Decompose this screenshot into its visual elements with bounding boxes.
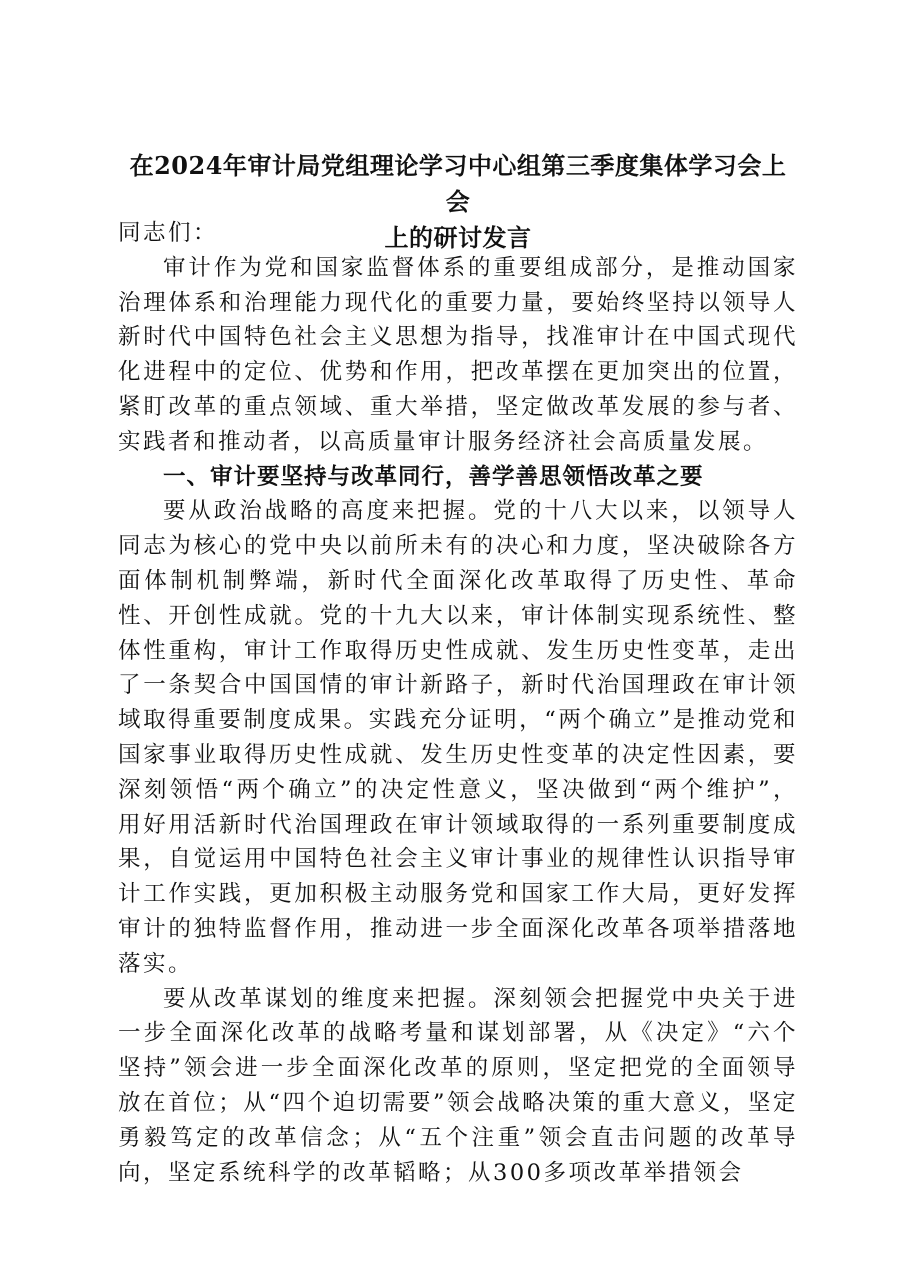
title-line-1: 在2024年审计局党组理论学习中心组第三季度集体学习会上会 bbox=[129, 151, 787, 216]
body-paragraph-1: 要从政治战略的高度来把握。党的十八大以来，以领导人同志为核心的党中央以前所未有的决心和力度，坚决破除各方面体制机制弊端，新时代全面深化改革取得了历史性、革命性、开创性成就。党的十九大以来，审计体制实现系统性、整体性重构，审计工作取得历史性成就、发生历史性变革，走出了一条契合中国国情的审计新路子，新时代治国理政在审计领域取得重要制度成果。实践充分证明，“两个确立”是推动党和国家事业取得历史性成就、发生历史性变革的决定性因素，要深刻领悟“两个确立”的决定性意义，坚决做到“两个维护”，用好用活新时代治国理政在审计领域取得的一系列重要制度成果，自觉运用中国特色社会主义审计事业的规律性认识指导审计工作实践，更加积极主动服务党和国家工作大局，更好发挥审计的独特监督作用，推动进一步全面深化改革各项举措落地落实。 bbox=[118, 498, 798, 977]
section-heading-1: 一、审计要坚持与改革同行，善学善思领悟改革之要 bbox=[163, 463, 704, 490]
salutation: 同志们： bbox=[118, 220, 219, 246]
intro-paragraph: 审计作为党和国家监督体系的重要组成部分，是推动国家治理体系和治理能力现代化的重要力量，要始终坚持以领导人新时代中国特色社会主义思想为指导，找准审计在中国式现代化进程中的定位、优势和作用，把改革摆在更加突出的位置，紧盯改革的重点领域、重大举措，坚定做改革发展的参与者、实践者和推动者，以高质量审计服务经济社会高质量发展。 bbox=[118, 254, 798, 455]
body-paragraph-2: 要从改革谋划的维度来把握。深刻领会把握党中央关于进一步全面深化改革的战略考量和谋划部署，从《决定》“六个坚持”领会进一步全面深化改革的原则，坚定把党的全面领导放在首位；从“四个迫切需要”领会战略决策的重大意义，坚定勇毅笃定的改革信念；从“五个注重”领会直击问题的改革导向，坚定系统科学的改革韬略；从300多项改革举措领会 bbox=[118, 985, 798, 1186]
title-line-2: 上的研讨发言 bbox=[384, 223, 532, 252]
document-body bbox=[118, 216, 798, 1190]
